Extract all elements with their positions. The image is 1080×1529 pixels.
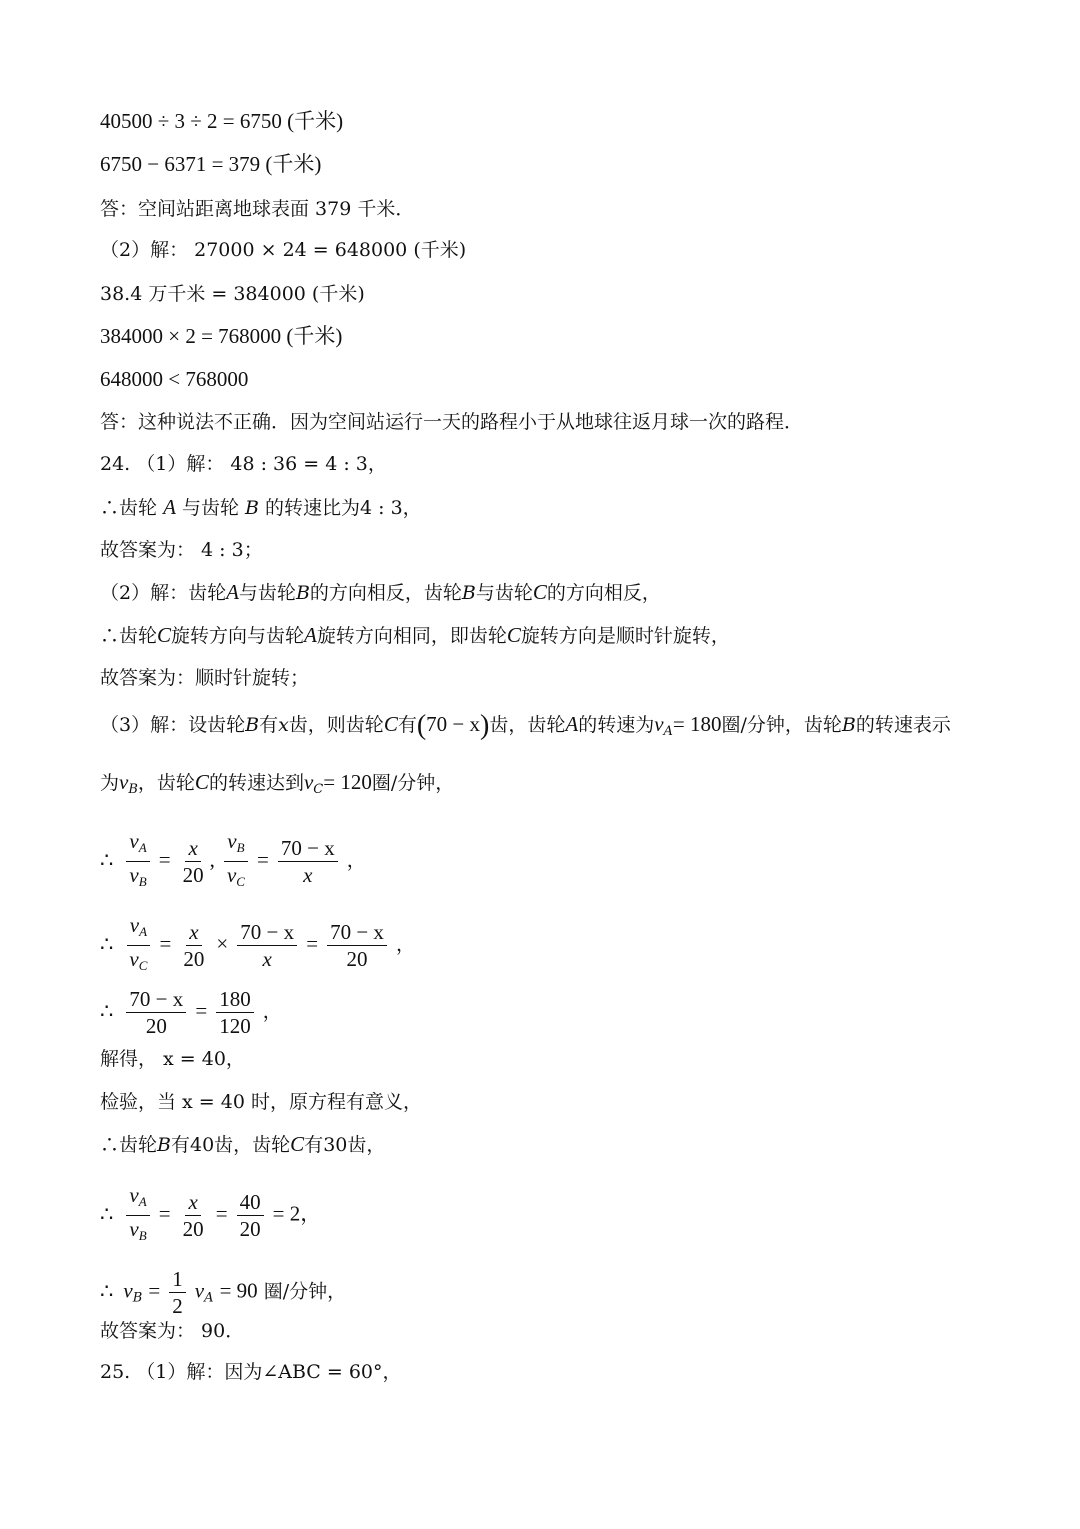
text: （2）解：齿轮 <box>100 582 227 604</box>
text: 有 <box>397 714 417 736</box>
symbol-v: v <box>194 1278 205 1303</box>
text: 旋转方向相同，即齿轮 <box>316 625 507 647</box>
equals: = <box>256 847 269 872</box>
symbol-b: B <box>841 714 856 736</box>
q24-answer-1: 故答案为： 4 : 3； <box>100 539 263 561</box>
symbol-a: A <box>565 712 579 736</box>
expr: = 180 <box>672 712 722 736</box>
symbol-x: x <box>278 714 289 736</box>
equation-line-6: 648000 < 768000 <box>100 367 249 391</box>
therefore-symbol: ∴ <box>100 931 114 956</box>
paren: ( <box>416 710 427 741</box>
fraction-line-5 <box>100 1266 1020 1319</box>
symbol-v: v <box>119 770 129 794</box>
fraction-line-1: ∴ $\frac{v_A}{v_B}$ = $\frac{x}{20}$ , $\frac{v_B}{v_C}$ = $\frac{70 - x}{x}$ ， <box>100 828 1020 895</box>
equation-line-3: （2）解： 27000 × 24 = 648000 (千米) <box>100 239 467 261</box>
text: 旋转方向与齿轮 <box>171 625 305 647</box>
fraction: $\frac{1}{2}$ <box>169 1266 186 1319</box>
text: 有30齿， <box>304 1134 386 1156</box>
equals: = <box>158 1201 171 1226</box>
symbol-b: B <box>295 582 310 604</box>
expr: 70 − x <box>426 712 481 736</box>
solve-line: 解得， x = 40， <box>100 1048 245 1070</box>
fraction: $\frac{180}{120}$ <box>216 986 254 1039</box>
text: 圈/分钟， <box>263 1280 347 1303</box>
equals: = <box>306 931 319 956</box>
fraction: $\frac{x}{20}$ <box>183 920 205 971</box>
answer-line-2: 答：这种说法不正确．因为空间站运行一天的路程小于从地球往返月球一次的路程． <box>100 411 804 433</box>
text: 的转速为 <box>578 714 655 736</box>
text: ∴齿轮 <box>100 1134 158 1156</box>
text: 的方向相反，齿轮 <box>309 582 462 604</box>
equals: = <box>159 931 172 956</box>
q24-answer-2: 故答案为：顺时针旋转； <box>100 667 310 689</box>
comma: ， <box>262 1000 282 1023</box>
text: 圈/分钟，齿轮 <box>721 714 842 736</box>
subscript: B <box>132 1290 143 1306</box>
text: ，齿轮 <box>137 772 195 794</box>
text: ∴齿轮 <box>100 625 158 647</box>
equals: = <box>195 998 208 1023</box>
q24-part1: 24. （1）解： 48 : 36 = 4 : 3， <box>100 453 387 475</box>
equation-line-2: 6750 − 6371 = 379 (千米) <box>100 152 322 176</box>
fraction-line-2 <box>100 912 1020 979</box>
equation-line-4: 38.4 万千米 = 384000 (千米) <box>100 283 365 305</box>
equals: = <box>158 847 171 872</box>
symbol-b: B <box>461 582 476 604</box>
symbol-c: C <box>290 1132 305 1156</box>
equation-line-1: 40500 ÷ 3 ÷ 2 = 6750 (千米) <box>100 109 344 133</box>
symbol-v: v <box>123 1278 133 1303</box>
symbol-b: B <box>245 714 260 736</box>
text: （3）解：设齿轮 <box>100 714 246 736</box>
symbol-v: v <box>654 712 664 736</box>
text: 有40齿，齿轮 <box>170 1134 291 1156</box>
text: 旋转方向是顺时针旋转， <box>520 625 730 647</box>
symbol-c: C <box>157 623 172 647</box>
fraction-line-3 <box>100 986 1020 1039</box>
text: ∴齿轮 <box>100 497 158 519</box>
subscript: C <box>313 782 324 797</box>
text: 圈/分钟， <box>371 772 455 794</box>
symbol-c: C <box>194 770 209 794</box>
text: 的转速达到 <box>208 772 304 794</box>
symbol-c: C <box>506 623 521 647</box>
fraction: $\frac{v_A}{v_B}$ <box>126 1182 149 1249</box>
text: 的方向相反， <box>546 582 661 604</box>
therefore-symbol: ∴ <box>100 998 114 1023</box>
symbol-c: C <box>532 580 547 604</box>
symbol-v: v <box>303 770 314 794</box>
fraction: $\frac{70 - x}{20}$ <box>327 919 387 972</box>
fraction-line-4 <box>100 1182 1020 1249</box>
q24-part3-line1 <box>100 711 1020 745</box>
result: = 2， <box>272 1201 322 1226</box>
fraction: $\frac{70 - x}{20}$ <box>126 986 186 1039</box>
text: 与齿轮 <box>238 582 296 604</box>
symbol-a: A <box>163 495 176 519</box>
answer-line-1: 答：空间站距离地球表面 379 千米． <box>100 198 415 220</box>
subscript: A <box>663 724 673 739</box>
symbol-b: B <box>245 497 259 519</box>
comma: ， <box>395 933 415 956</box>
teeth-line <box>100 1131 1020 1158</box>
q24-direction-line <box>100 622 1020 649</box>
q24-answer-3: 故答案为： 90． <box>100 1320 245 1342</box>
text: 为 <box>100 772 120 794</box>
therefore-symbol: ∴ <box>100 1278 114 1303</box>
symbol-c: C <box>383 712 398 736</box>
fraction: $\frac{x}{20}$ <box>182 1190 204 1241</box>
therefore-symbol: ∴ <box>100 1201 114 1226</box>
q24-part2 <box>100 579 1020 606</box>
comma: ， <box>346 849 366 872</box>
equals: = <box>215 1201 228 1226</box>
text: 与齿轮 <box>181 497 239 519</box>
equation-line-5: 384000 × 2 = 768000 (千米) <box>100 324 343 348</box>
expr: = 120 <box>323 770 372 794</box>
fraction: $\frac{x}{20}$ <box>182 836 204 887</box>
fraction: $\frac{70 - x}{x}$ <box>278 835 338 888</box>
fraction: $\frac{v_A}{v_C}$ <box>126 912 150 979</box>
subscript: A <box>204 1290 214 1306</box>
fraction: $\frac{v_A}{v_B}$ <box>126 828 149 895</box>
symbol-a: A <box>226 580 239 604</box>
text: 齿，齿轮 <box>489 714 566 736</box>
paren: ) <box>480 710 490 741</box>
q24-ratio-line <box>100 494 1020 521</box>
symbol-a: A <box>304 623 317 647</box>
equals: = <box>148 1278 161 1303</box>
check-line: 检验，当 x = 40 时，原方程有意义， <box>100 1091 422 1113</box>
subscript: B <box>128 782 138 797</box>
q24-part3-line2 <box>100 769 1020 803</box>
text: 的转速比为4 : 3， <box>265 497 422 519</box>
text: 有 <box>259 714 279 736</box>
fraction: $\frac{v_B}{v_C}$ <box>224 828 248 895</box>
times: × <box>216 931 229 956</box>
text: 与齿轮 <box>475 582 533 604</box>
symbol-b: B <box>157 1134 171 1156</box>
therefore-symbol: ∴ <box>100 847 114 872</box>
q25-part1: 25. （1）解：因为∠ABC = 60°， <box>100 1361 402 1383</box>
fraction: $\frac{40}{20}$ <box>237 1189 264 1242</box>
fraction: $\frac{70 - x}{x}$ <box>237 919 297 972</box>
expr: = 90 <box>219 1278 258 1303</box>
text: 的转速表示 <box>855 714 951 736</box>
text: 齿，则齿轮 <box>288 714 384 736</box>
